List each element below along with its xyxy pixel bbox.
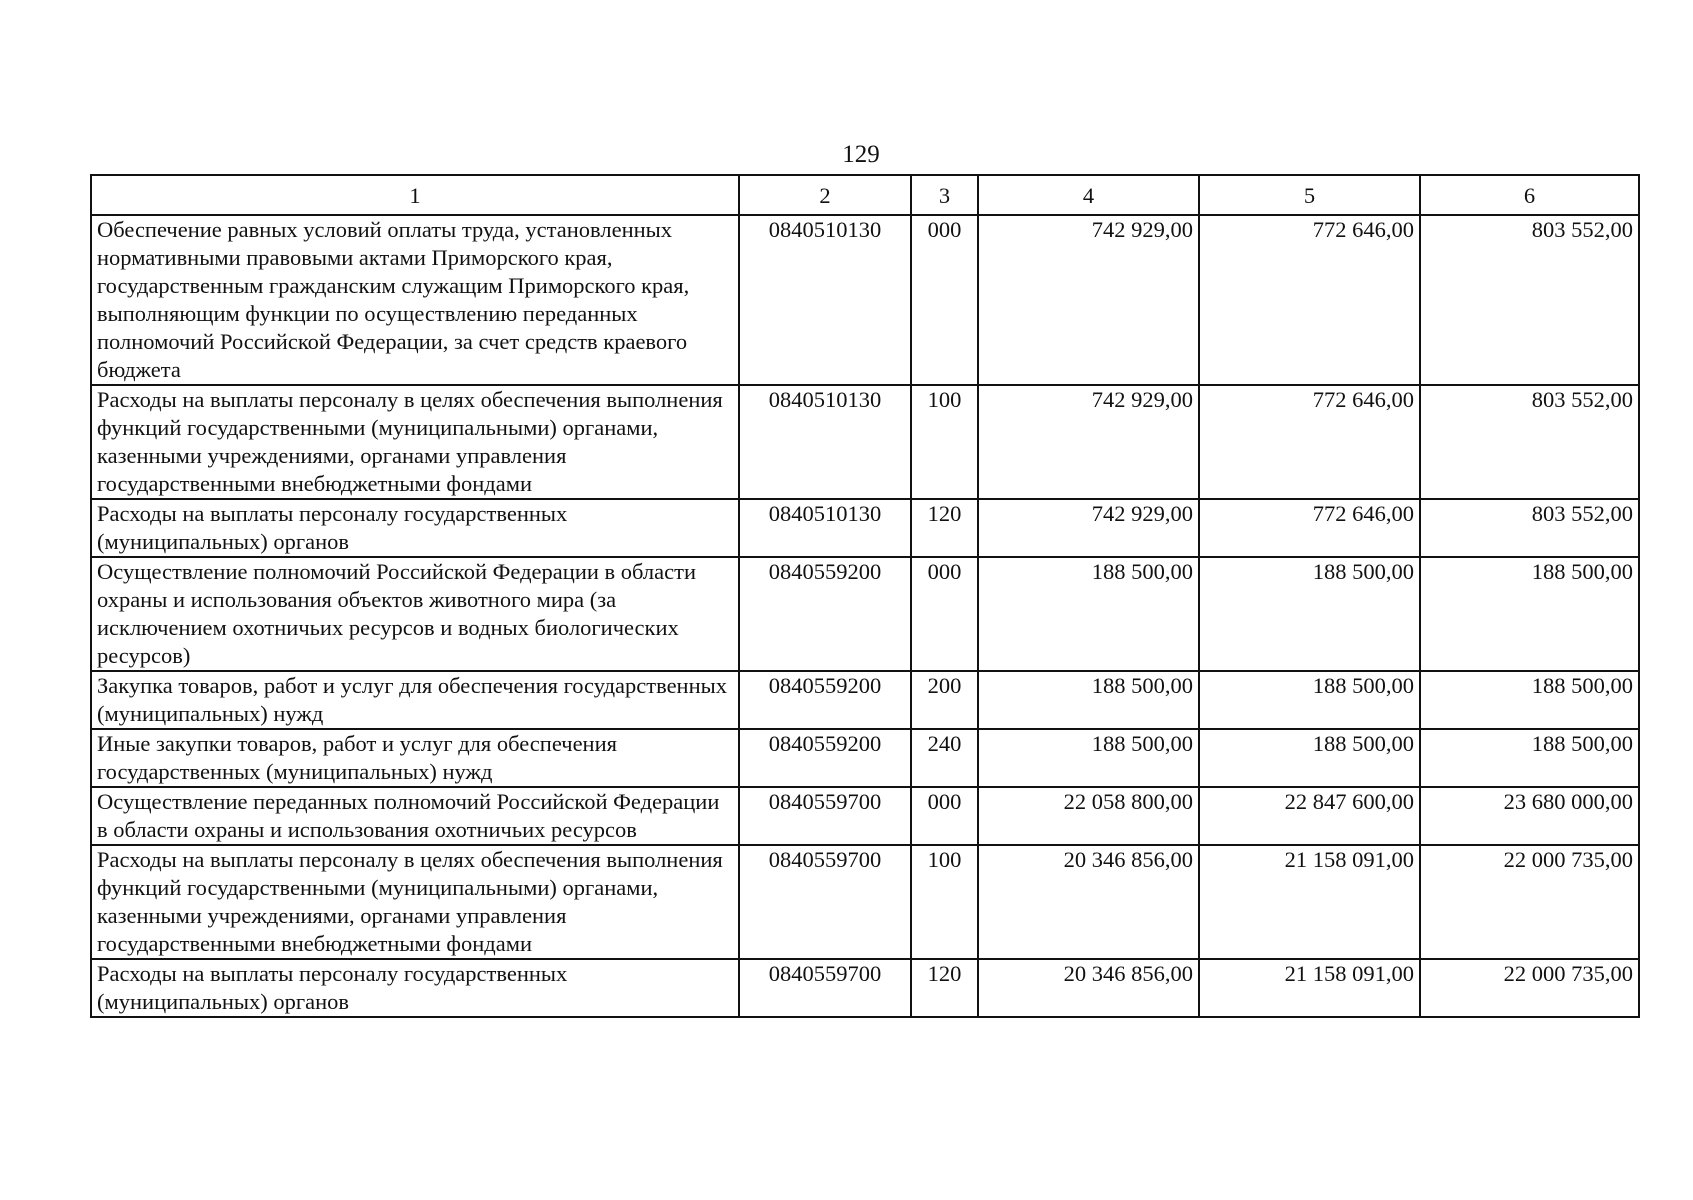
table-row <box>91 557 1639 671</box>
row-amount-3: 22 000 735,00 <box>1420 959 1639 1017</box>
table-row <box>91 787 1639 845</box>
header-row <box>91 175 1639 215</box>
row-amount-1: 188 500,00 <box>978 671 1199 729</box>
row-amount-1: 188 500,00 <box>978 557 1199 671</box>
row-amount-1: 22 058 800,00 <box>978 787 1199 845</box>
row-name: Закупка товаров, работ и услуг для обеспечения государственных (муниципальных) нужд <box>91 671 739 729</box>
row-amount-3: 188 500,00 <box>1420 729 1639 787</box>
row-name: Расходы на выплаты персоналу в целях обеспечения выполнения функций государственными (муниципальными) органами, казенными учреждениями, органами управления государственными внебюджетными фондами <box>91 385 739 499</box>
row-type: 240 <box>911 729 978 787</box>
row-code: 0840510130 <box>739 385 911 499</box>
row-amount-2: 188 500,00 <box>1199 671 1420 729</box>
table-row <box>91 845 1639 959</box>
row-amount-2: 21 158 091,00 <box>1199 845 1420 959</box>
header-col-4: 4 <box>978 175 1199 215</box>
row-code: 0840559200 <box>739 729 911 787</box>
header-col-3: 3 <box>911 175 978 215</box>
row-amount-1: 188 500,00 <box>978 729 1199 787</box>
row-amount-3: 188 500,00 <box>1420 671 1639 729</box>
row-name: Осуществление полномочий Российской Федерации в области охраны и использования объектов животного мира (за исключением охотничьих ресурсов и водных биологических ресурсов) <box>91 557 739 671</box>
row-amount-2: 188 500,00 <box>1199 557 1420 671</box>
header-col-2: 2 <box>739 175 911 215</box>
table-row <box>91 729 1639 787</box>
row-amount-3: 23 680 000,00 <box>1420 787 1639 845</box>
row-amount-1: 742 929,00 <box>978 385 1199 499</box>
row-name: Расходы на выплаты персоналу государственных (муниципальных) органов <box>91 959 739 1017</box>
header-col-6: 6 <box>1420 175 1639 215</box>
row-amount-2: 22 847 600,00 <box>1199 787 1420 845</box>
row-name: Расходы на выплаты персоналу в целях обеспечения выполнения функций государственными (муниципальными) органами, казенными учреждениями, органами управления государственными внебюджетными фондами <box>91 845 739 959</box>
row-code: 0840510130 <box>739 215 911 385</box>
row-amount-3: 188 500,00 <box>1420 557 1639 671</box>
row-amount-1: 742 929,00 <box>978 215 1199 385</box>
row-code: 0840559200 <box>739 671 911 729</box>
row-code: 0840559700 <box>739 845 911 959</box>
row-type: 200 <box>911 671 978 729</box>
row-code: 0840559700 <box>739 959 911 1017</box>
row-amount-2: 772 646,00 <box>1199 215 1420 385</box>
page-number: 129 <box>842 141 880 168</box>
row-type: 120 <box>911 959 978 1017</box>
row-type: 000 <box>911 787 978 845</box>
row-name: Осуществление переданных полномочий Российской Федерации в области охраны и использования охотничьих ресурсов <box>91 787 739 845</box>
row-amount-3: 22 000 735,00 <box>1420 845 1639 959</box>
header-col-5: 5 <box>1199 175 1420 215</box>
row-code: 0840510130 <box>739 499 911 557</box>
table-row <box>91 215 1639 385</box>
row-type: 100 <box>911 845 978 959</box>
row-type: 000 <box>911 557 978 671</box>
row-name: Расходы на выплаты персоналу государственных (муниципальных) органов <box>91 499 739 557</box>
row-name: Обеспечение равных условий оплаты труда, установленных нормативными правовыми актами Приморского края, государственным гражданским служащим Приморского края, выполняющим функции по осуществлению переданных полномочий Российской Федерации, за счет средств краевого бюджета <box>91 215 739 385</box>
row-code: 0840559200 <box>739 557 911 671</box>
row-name: Иные закупки товаров, работ и услуг для обеспечения государственных (муниципальных) нужд <box>91 729 739 787</box>
row-type: 120 <box>911 499 978 557</box>
row-amount-2: 772 646,00 <box>1199 385 1420 499</box>
row-amount-1: 20 346 856,00 <box>978 959 1199 1017</box>
table-row <box>91 959 1639 1017</box>
row-code: 0840559700 <box>739 787 911 845</box>
row-amount-2: 188 500,00 <box>1199 729 1420 787</box>
row-amount-3: 803 552,00 <box>1420 499 1639 557</box>
row-amount-2: 21 158 091,00 <box>1199 959 1420 1017</box>
row-type: 100 <box>911 385 978 499</box>
table-row <box>91 671 1639 729</box>
row-amount-2: 772 646,00 <box>1199 499 1420 557</box>
table-row <box>91 499 1639 557</box>
row-amount-3: 803 552,00 <box>1420 215 1639 385</box>
budget-table <box>90 174 1640 1018</box>
header-col-1: 1 <box>91 175 739 215</box>
row-amount-1: 742 929,00 <box>978 499 1199 557</box>
row-amount-3: 803 552,00 <box>1420 385 1639 499</box>
table-row <box>91 385 1639 499</box>
row-amount-1: 20 346 856,00 <box>978 845 1199 959</box>
row-type: 000 <box>911 215 978 385</box>
